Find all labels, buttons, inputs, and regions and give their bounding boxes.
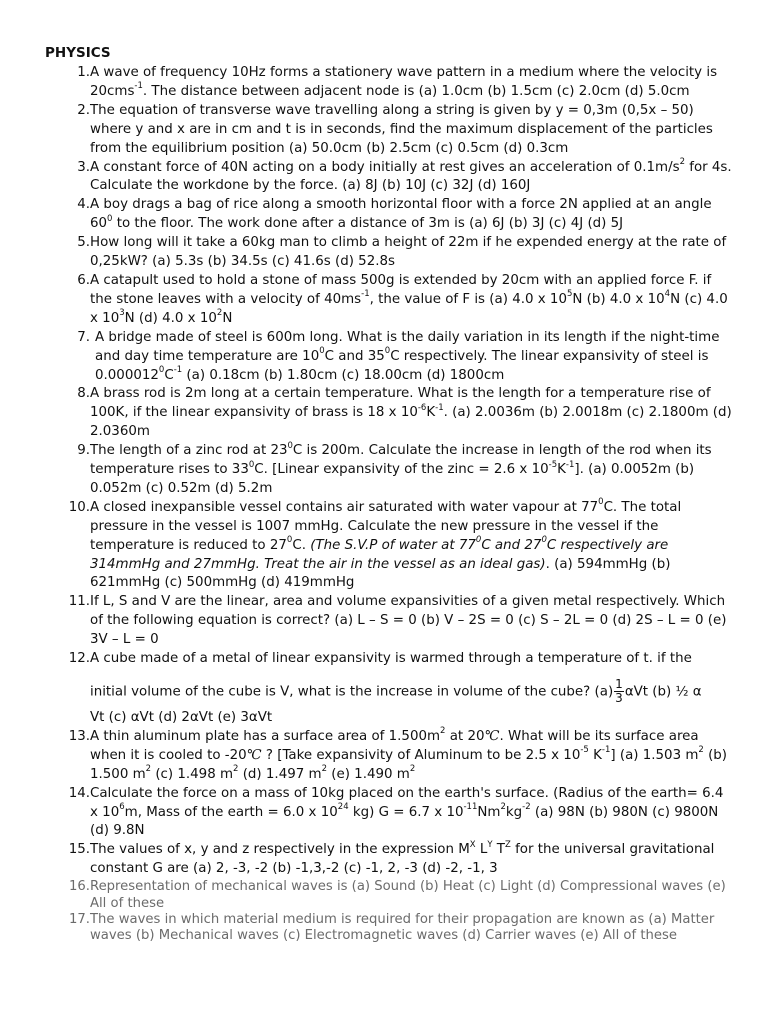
question-text: A catapult used to hold a stone of mass 500g is extended by 20cm with an applied force F. if the stone leaves with a velocity of $40ms^{-1}$, the value of F is (a) 4.0 x $10^5N$ (b) 4.0 x $10^4N$ (c) 4.0 x $10^3N$ (d) 4.0 x $10^2N$: [90, 272, 728, 326]
question-number: 2.: [77, 102, 90, 118]
question-item: [45, 650, 735, 728]
question-item: [45, 499, 735, 594]
question-text: A wave of frequency 10Hz forms a stationery wave pattern in a medium where the velocity is 20cms$^{-1}$. The distance between adjacent node is (a) 1.0cm (b) 1.5cm (c) 2.0cm (d) 5.0cm: [90, 65, 718, 99]
question-item: [45, 785, 735, 842]
question-text: A bridge made of steel is 600m long. What is the daily variation in its length if the night-time and day time temperature are $10^0C$ and $35^0C$ respectively. The linear expansivity of steel is $0.000012^0C^{-1}$ (a) 0.18cm (b) 1.80cm (c) 18.00cm (d) 1800cm: [95, 329, 720, 383]
question-item: [45, 102, 735, 159]
question-item: [45, 728, 735, 785]
question-number: 13.: [68, 728, 90, 744]
question-text: How long will it take a 60kg man to climb a height of 22m if he expended energy at the rate of 0,25kW? (a) 5.3s (b) 34.5s (c) 41.6s (d) 52.8s: [90, 235, 727, 270]
question-text: A thin aluminum plate has a surface area of $1.500m^2$ at 20℃. What will be its surface area when it is cooled to -20℃ ? [Take expansivity of Aluminum to be 2.5 x $10^{-5}$ $K^{-1}$] (a) 1.503 $m^2$ (b) 1.500 $m^2$ (c) 1.498 $m^2$ (d) 1.497 $m^2$ (e) 1.490 $m^2$: [90, 726, 728, 782]
question-item: [45, 159, 735, 197]
question-item: [45, 196, 735, 234]
question-number: 9.: [77, 443, 90, 459]
question-number: 3.: [77, 159, 90, 175]
question-number: 7.: [77, 329, 90, 345]
question-item: [45, 593, 735, 650]
question-number: 4.: [77, 197, 90, 213]
section-heading: PHYSICS: [45, 45, 111, 61]
question-text: Calculate the force on a mass of 10kg placed on the earth's surface. (Radius of the earth= 6.4 x $10^6m$, Mass of the earth = 6.0 x $10^{24}$ kg) G = 6.7 x $10^{-11}Nm^2kg^{-2}$ (a) 98N (b) 980N (c) 9800N (d) 9.8N: [90, 785, 724, 839]
question-number: 10.: [68, 499, 90, 515]
question-item: [45, 64, 735, 102]
question-number: 16.: [69, 879, 90, 895]
question-number: 15.: [68, 842, 90, 858]
question-number: 17.: [69, 911, 90, 927]
question-text: The length of a zinc rod at $23^0C$ is 200m. Calculate the increase in length of the rod when its temperature rises to $33^0C$. [Linear expansivity of the zinc = 2.6 x $10^{-5}K^{-1}$]. (a) 0.0052m (b) 0.052m (c) 0.52m (d) 5.2m: [90, 440, 712, 496]
question-number: 5.: [77, 235, 90, 251]
question-text: The equation of transverse wave travelling along a string is given by y = 0,3m (0,5x – 50) where y and x are in cm and t is in seconds, find the maximum displacement of the particles from the equilibrium position (a) 50.0cm (b) 2.5cm (c) 0.5cm (d) 0.3cm: [90, 102, 713, 156]
question-text: A cube made of a metal of linear expansivity is warmed through a temperature of t. if the initial volume of the cube is V, what is the increase in volume of the cube? (a) $\frac{1}{3}$ αVt (b) ½ α Vt (c) αVt (d) 2αVt (e) 3αVt: [90, 651, 702, 725]
question-item: [45, 879, 735, 912]
question-text: The waves in which material medium is required for their propagation are known as (a) Matter waves (b) Mechanical waves (c) Electromagnetic waves (d) Carrier waves (e) All of these: [90, 911, 715, 944]
question-text: Representation of mechanical waves is (a) Sound (b) Heat (c) Light (d) Compressional waves (e) All of these: [90, 879, 726, 911]
question-number: 11.: [68, 594, 90, 610]
question-number: 12.: [68, 651, 90, 667]
question-text: If L, S and V are the linear, area and volume expansivities of a given metal respectively. Which of the following equation is correct? (a) L – S = 0 (b) V – 2S = 0 (c) S – 2L = 0 (d) 2S – L = 0 (e) 3V – L = 0: [90, 594, 727, 648]
fraction-one-third: $\frac{1}{3}$: [615, 677, 623, 705]
question-text: A closed inexpansible vessel contains air saturated with water vapour at $77^0C$. The total pressure in the vessel is 1007 mmHg. Calculate the new pressure in the vessel if the temperature is reduced to $27^0C$. (The S.V.P of water at $77^0C$ and $27^0C$ respectively are 314mmHg and 27mmHg. Treat the air in the vessel as an ideal gas). (a) 594mmHg (b) 621mmHg (c) 500mmHg (d) 419mmHg: [90, 497, 682, 591]
question-number: 8.: [77, 386, 90, 402]
question-number: 14.: [68, 785, 90, 801]
question-item: [45, 329, 735, 386]
question-item: [45, 385, 735, 442]
question-item: [45, 912, 735, 945]
question-number: 1.: [77, 65, 90, 80]
question-text: A constant force of 40N acting on a body initially at rest gives an acceleration of $0.1m/s^2$ for 4s. Calculate the workdone by the force. (a) 8J (b) 10J (c) 32J (d) 160J: [90, 157, 732, 194]
question-number: 6.: [77, 272, 90, 288]
question-text: A boy drags a bag of rice along a smooth horizontal floor with a force 2N applied at an angle $60^0$ to the floor. The work done after a distance of 3m is (a) 6J (b) 3J (c) 4J (d) 5J: [90, 197, 712, 232]
question-list: [45, 64, 735, 945]
question-item: [45, 442, 735, 499]
question-item: [45, 272, 735, 329]
question-item: [45, 841, 735, 879]
question-text: The values of x, y and z respectively in the expression $M^X$ $L^Y$ $T^Z$ for the universal gravitational constant G are (a) 2, -3, -2 (b) -1,3,-2 (c) -1, 2, -3 (d) -2, -1, 3: [90, 839, 715, 877]
question-text: A brass rod is 2m long at a certain temperature. What is the length for a temperature rise of 100K, if the linear expansivity of brass is 18 x $10^{-6}K^{-1}$. (a) 2.0036m (b) 2.0018m (c) 2.1800m (d) 2.0360m: [90, 386, 732, 440]
question-item: [45, 234, 735, 272]
